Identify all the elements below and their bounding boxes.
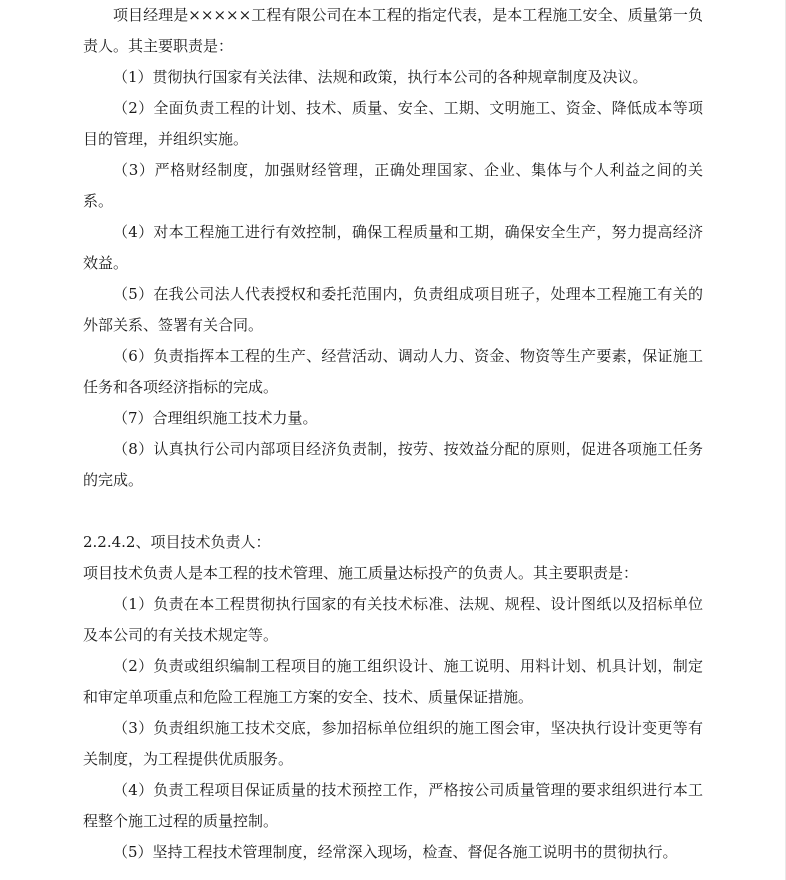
tech-duty-item-5: （5）坚持工程技术管理制度，经常深入现场，检查、督促各施工说明书的贯彻执行。 <box>113 843 678 861</box>
duty-item-2: （2）全面负责工程的计划、技术、质量、安全、工期、文明施工、资金、降低成本等项目的管理，并组织实施。 <box>83 99 703 148</box>
paragraph-intro: 项目经理是×××××工程有限公司在本工程的指定代表，是本工程施工安全、质量第一负责人。其主要职责是： <box>83 6 703 55</box>
tech-duty-item-1: （1）负责在本工程贯彻执行国家的有关技术标准、法规、规程、设计图纸以及招标单位及本公司的有关技术规定等。 <box>83 595 703 644</box>
duty-item-5: （5）在我公司法人代表授权和委托范围内，负责组成项目班子，处理本工程施工有关的外部关系、签署有关合同。 <box>83 285 703 334</box>
section-heading: 2.2.4.2、项目技术负责人： <box>83 533 271 551</box>
tech-duty-item-4: （4）负责工程项目保证质量的技术预控工作，严格按公司质量管理的要求组织进行本工程整个施工过程的质量控制。 <box>83 781 703 830</box>
duty-item-3: （3）严格财经制度，加强财经管理，正确处理国家、企业、集体与个人利益之间的关系。 <box>83 161 703 210</box>
duty-item-6: （6）负责指挥本工程的生产、经营活动、调动人力、资金、物资等生产要素，保证施工任务和各项经济指标的完成。 <box>83 347 703 396</box>
duty-item-1: （1）贯彻执行国家有关法律、法规和政策，执行本公司的各种规章制度及决议。 <box>113 68 648 86</box>
duty-item-8: （8）认真执行公司内部项目经济负责制，按劳、按效益分配的原则，促进各项施工任务的完成。 <box>83 440 703 489</box>
tech-duty-item-2: （2）负责或组织编制工程项目的施工组织设计、施工说明、用料计划、机具计划，制定和审定单项重点和危险工程施工方案的安全、技术、质量保证措施。 <box>83 657 703 706</box>
project-manager-duties <box>83 0 703 496</box>
duty-item-4: （4）对本工程施工进行有效控制，确保工程质量和工期，确保安全生产，努力提高经济效益。 <box>83 223 703 272</box>
technical-lead-section <box>83 527 703 868</box>
section-intro: 项目技术负责人是本工程的技术管理、施工质量达标投产的负责人。其主要职责是： <box>83 564 639 582</box>
tech-duty-item-3: （3）负责组织施工技术交底，参加招标单位组织的施工图会审，坚决执行设计变更等有关制度，为工程提供优质服务。 <box>83 719 703 768</box>
duty-item-7: （7）合理组织施工技术力量。 <box>113 409 318 427</box>
